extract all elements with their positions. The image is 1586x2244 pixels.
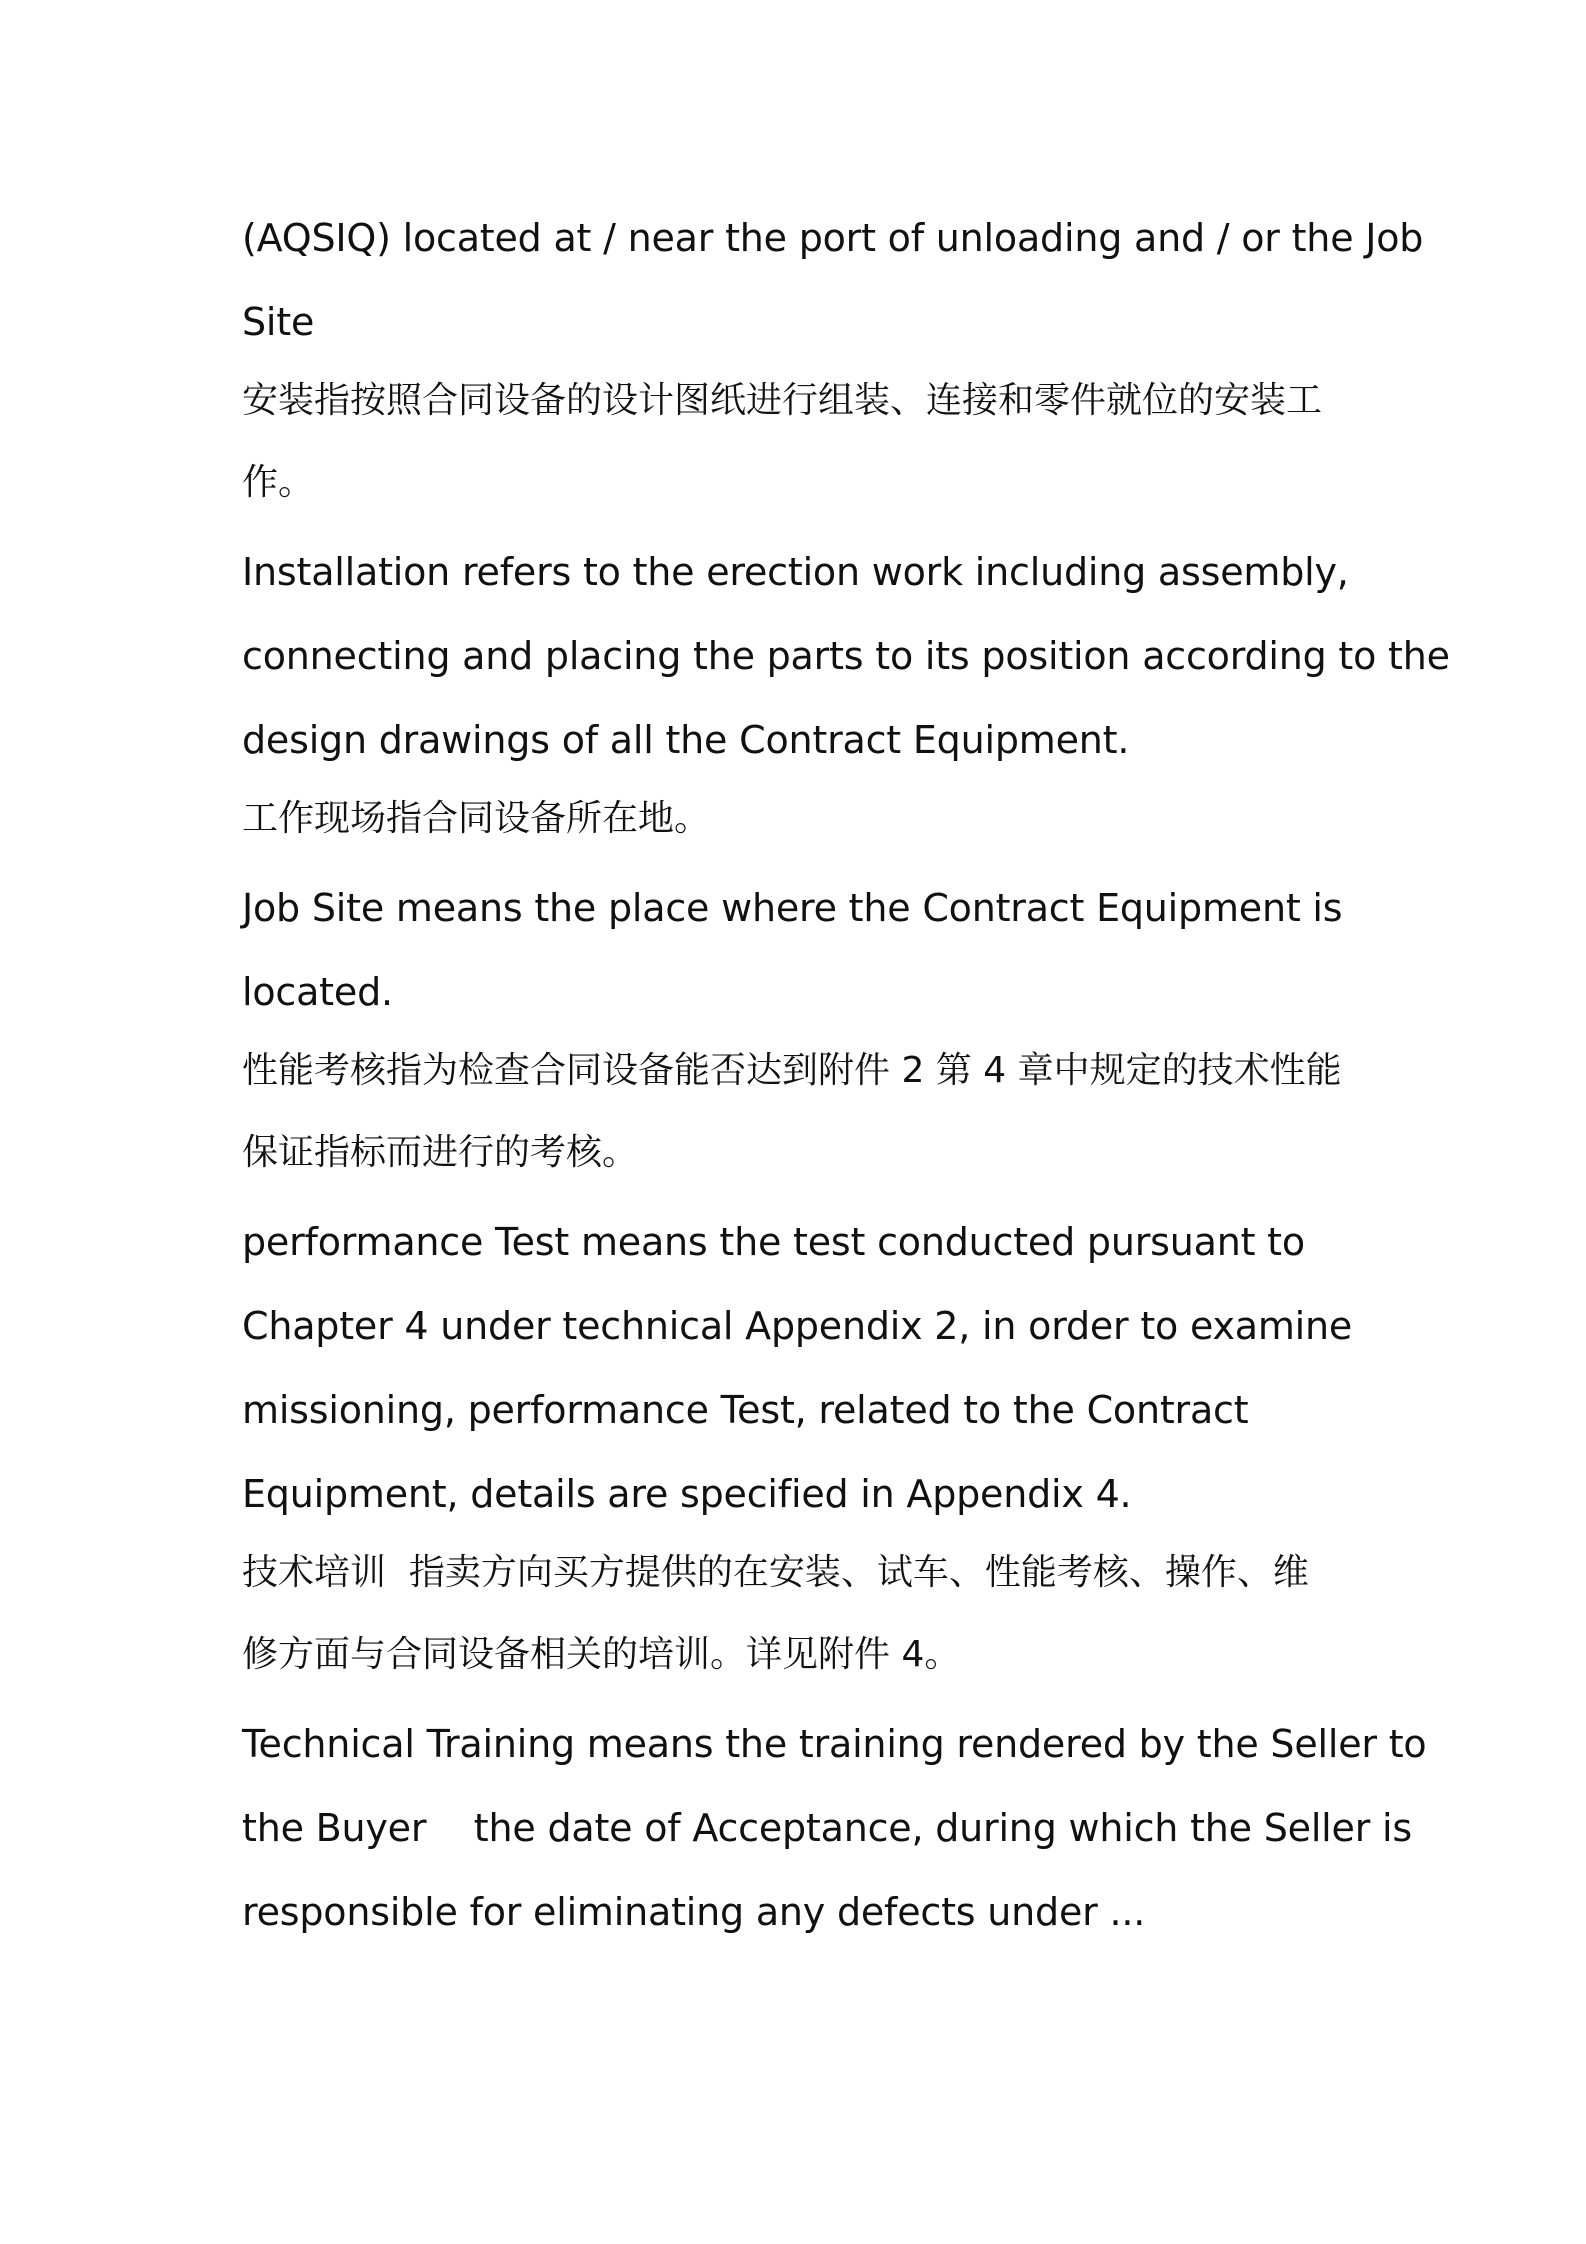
paragraph-installation-zh	[242, 360, 1362, 524]
text-line: connecting and placing the parts to its position according to the	[242, 634, 1450, 678]
text-line: design drawings of all the Contract Equipment.	[242, 718, 1130, 762]
text-line: Job Site means the place where the Contract Equipment is	[242, 886, 1343, 930]
text-line: 工作现场指合同设备所在地。	[242, 798, 711, 839]
paragraph-job-site-zh	[242, 778, 1362, 860]
text-line: Site	[242, 300, 315, 344]
text-line: responsible for eliminating any defects under ...	[242, 1890, 1146, 1934]
paragraph-performance-test-zh	[242, 1030, 1362, 1194]
document-body	[242, 196, 1450, 1954]
text-line: Technical Training means the training rendered by the Seller to	[242, 1722, 1427, 1766]
text-line: 安装指按照合同设备的设计图纸进行组装、连接和零件就位的安装工	[242, 380, 1323, 421]
text-line: missioning, performance Test, related to the Contract	[242, 1388, 1249, 1432]
paragraph-job-site-en	[242, 866, 1362, 1034]
text-line: Installation refers to the erection work including assembly,	[242, 550, 1349, 594]
text-line: Chapter 4 under technical Appendix 2, in order to examine	[242, 1304, 1353, 1348]
text-line: the Buyer the date of Acceptance, during which the Seller is	[242, 1806, 1412, 1850]
paragraph-aqsiq	[242, 196, 1424, 364]
text-line: Equipment, details are specified in Appendix 4.	[242, 1472, 1132, 1516]
text-line: performance Test means the test conducted pursuant to	[242, 1220, 1305, 1264]
paragraph-technical-training-en	[242, 1702, 1427, 1954]
text-line: 作。	[242, 462, 315, 503]
text-line: 技术培训 指卖方向买方提供的在安装、试车、性能考核、操作、维	[242, 1552, 1309, 1593]
text-line: 性能考核指为检查合同设备能否达到附件 2 第 4 章中规定的技术性能	[242, 1050, 1342, 1091]
paragraph-performance-test-en	[242, 1200, 1362, 1536]
text-line: 保证指标而进行的考核。	[242, 1132, 639, 1173]
text-line: located.	[242, 970, 393, 1014]
paragraph-installation-en	[242, 530, 1450, 782]
text-line: 修方面与合同设备相关的培训。详见附件 4。	[242, 1634, 961, 1675]
paragraph-technical-training-zh	[242, 1532, 1362, 1696]
text-line: (AQSIQ) located at / near the port of unloading and / or the Job	[242, 216, 1424, 260]
